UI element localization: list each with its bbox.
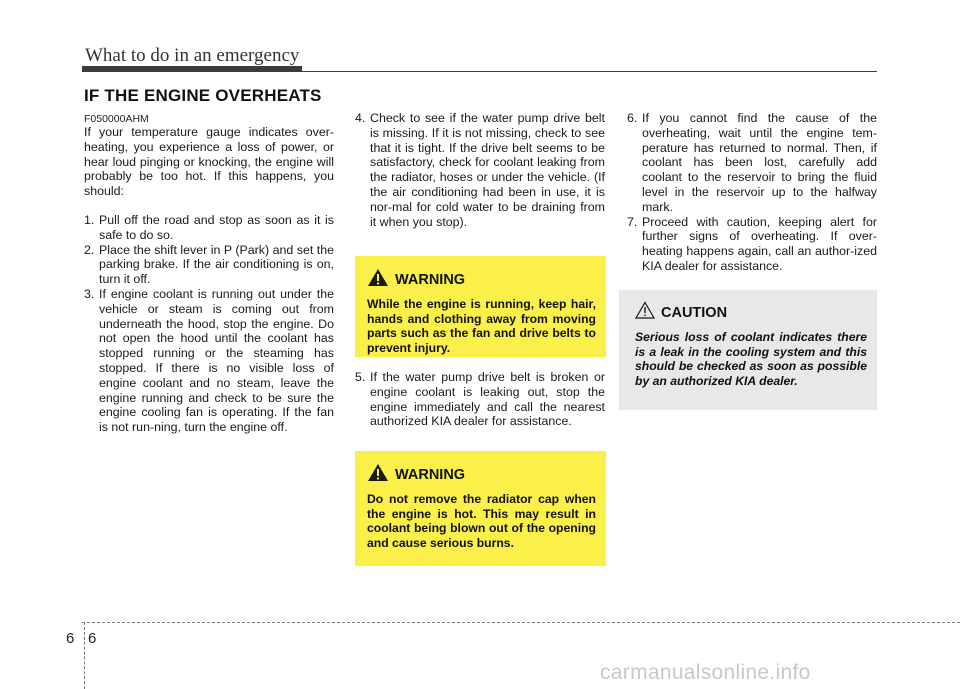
warning-header [367, 268, 596, 292]
steps-list-3 [627, 111, 877, 274]
warning-box [355, 256, 606, 357]
column-3 [627, 111, 877, 274]
list-item [84, 213, 334, 243]
steps-list-1 [84, 213, 334, 435]
header-rule [82, 71, 877, 72]
list-item [355, 111, 605, 229]
column-2-lower [355, 370, 605, 429]
warning-text: Do not remove the radiator cap when the engine is hot. This may result in coolant being blown out of the opening and cause serious burns. [367, 492, 596, 550]
step-number: 1. [84, 212, 95, 227]
warning-triangle-icon [367, 463, 389, 487]
step-text: Pull off the road and stop as soon as it is safe to do so. [99, 212, 334, 242]
step-text: Place the shift lever in P (Park) and set the parking brake. If the air conditioning is on, turn it off. [99, 242, 334, 287]
steps-list-2 [355, 111, 605, 229]
caution-header [635, 301, 867, 324]
warning-text: While the engine is running, keep hair, hands and clothing away from moving parts such as the fan and drive belts to prevent injury. [367, 297, 596, 355]
watermark: carmanualsonline.info [600, 661, 811, 684]
warning-header [367, 463, 596, 487]
footer-divider [82, 622, 960, 623]
warning-triangle-icon [367, 268, 389, 292]
caution-text: Serious loss of coolant indicates there is a leak in the cooling system and this should be checked as soon as possible by an authorized KIA dealer. [635, 330, 867, 388]
step-text: Proceed with caution, keeping alert for further signs of overheating. If over-heating happens again, call an author-ized KIA dealer for assistance. [642, 214, 877, 273]
footer-vertical-divider [84, 622, 85, 689]
warning-box [355, 451, 606, 566]
step-number: 7. [627, 214, 638, 229]
list-item [627, 111, 877, 215]
list-item [355, 370, 605, 429]
section-code: F050000AHM [84, 113, 149, 125]
header-title: What to do in an emergency [85, 45, 300, 66]
step-number: 5. [355, 370, 366, 384]
intro-paragraph: If your temperature gauge indicates over-heating, you experience a loss of power, or hear loud pinging or knocking, the engine will probably be too hot. If this happens, you should: [84, 125, 334, 199]
list-item [627, 215, 877, 274]
step-text: If engine coolant is running out under the vehicle or steam is coming out from underneath the hood, stop the engine. Do not open the hood until the coolant has stopped running or the steaming has stopped. If there is no visible loss of engine coolant and no steam, leave the engine running and check to be sure the engine cooling fan is operating. If the fan is not run-ning, turn the engine off. [99, 286, 334, 435]
step-number: 2. [84, 242, 95, 257]
step-number: 6. [627, 111, 638, 125]
chapter-number: 6 [66, 630, 75, 647]
step-text: If you cannot find the cause of the overheating, wait until the engine tem-perature has returned to normal. Then, if coolant has been lost, carefully add coolant to the reservoir to bring the fluid level in the reservoir up to the halfway mark. [642, 111, 877, 214]
step-number: 4. [355, 111, 366, 125]
page-number: 6 [88, 630, 97, 647]
caution-box [619, 290, 877, 410]
list-item [84, 243, 334, 287]
column-2 [355, 111, 605, 229]
step-text: Check to see if the water pump drive belt is missing. If it is not missing, check to see that it is tight. If the drive belt seems to be satisfactory, check for coolant leaking from the radiator, hoses or under the vehicle. (If the air conditioning had been in use, it is nor-mal for cold water to be draining from it when you stop). [370, 111, 605, 229]
step-text: If the water pump drive belt is broken or engine coolant is leaking out, stop the engine immediately and call the nearest authorized KIA dealer for assistance. [370, 370, 605, 429]
caution-triangle-icon [635, 301, 655, 324]
warning-title: WARNING [395, 272, 466, 288]
column-1 [84, 125, 334, 435]
warning-title: WARNING [395, 467, 466, 483]
section-title: IF THE ENGINE OVERHEATS [84, 86, 322, 105]
caution-title: CAUTION [661, 304, 728, 321]
list-item [84, 287, 334, 435]
step-number: 3. [84, 286, 95, 301]
